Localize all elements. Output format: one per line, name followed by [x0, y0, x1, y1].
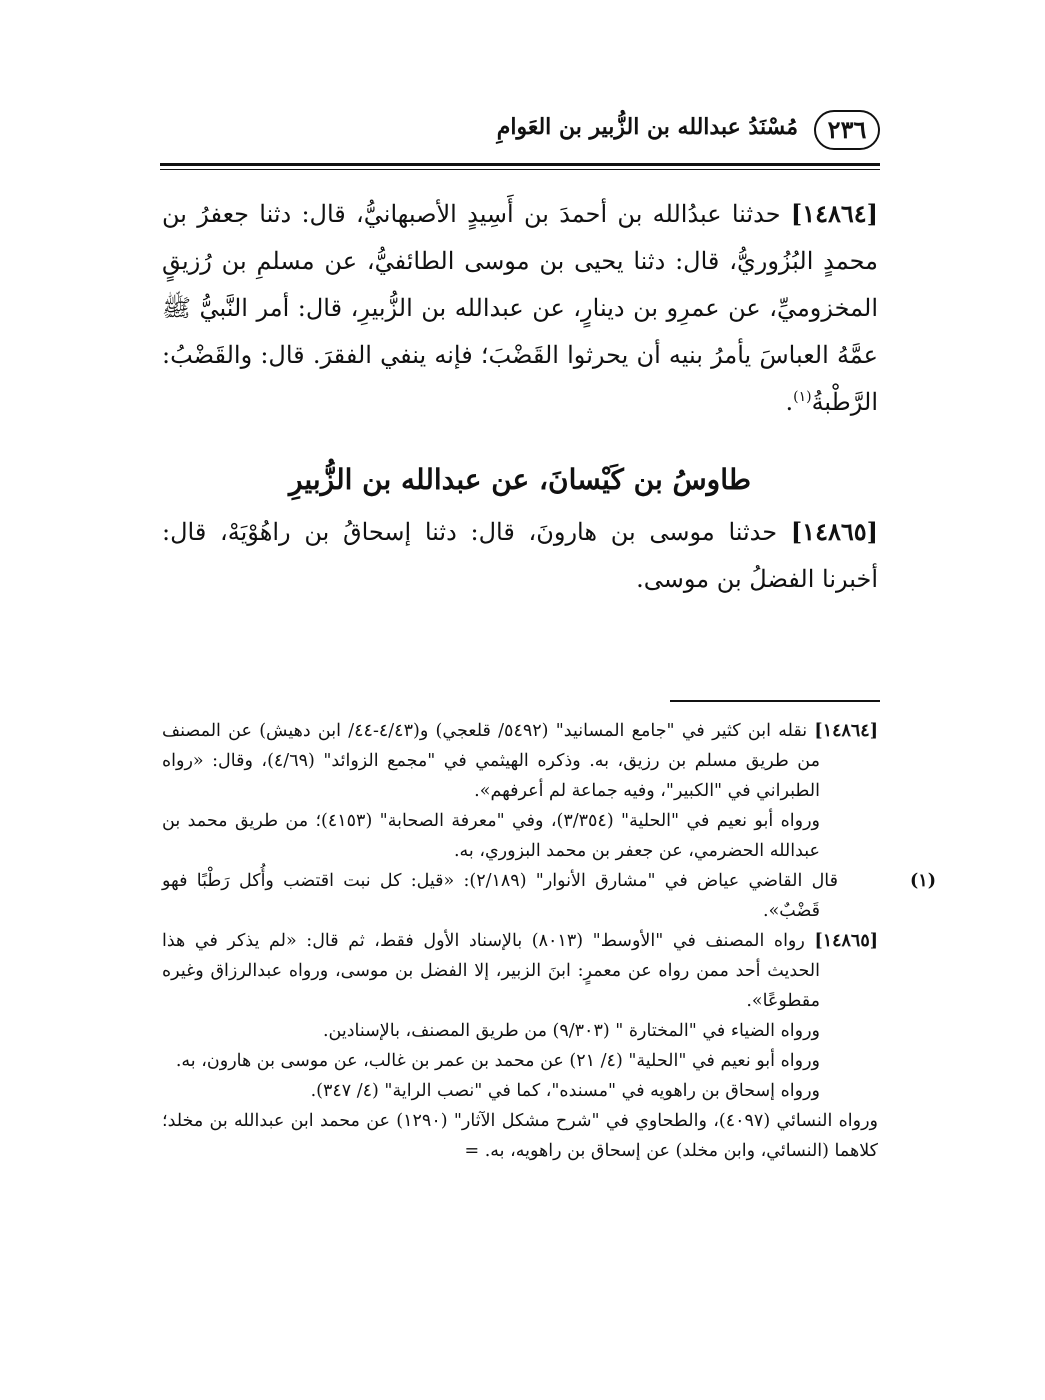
hadith-end: .	[785, 388, 794, 416]
footnote-separator	[670, 700, 880, 702]
footnote-number: [١٤٨٦٤]	[814, 721, 878, 741]
header-rule-thick	[160, 163, 880, 166]
footnote-mark: (١)	[793, 389, 812, 405]
footnote-14864	[162, 716, 878, 806]
hadith-text: حدثنا عبدُالله بن أحمدَ بن أَسِيدٍ الأصبهانيُّ، قال: دثنا جعفرُ بن محمدٍ البُزُوريُّ، قال: دثنا يحيى بن موسى الطائفيُّ، عن مسلمِ بن رُزيقٍ المخزوميِّ، عن عمرِو بن دينارٍ، عن عبدالله بن الزُّبيرِ، قال: أمر النَّبيُّ ﷺ عمَّهُ العباسَ يأمرُ بنيه أن يحرثوا القَضْبَ؛ فإنه ينفي الفقرَ. قال: والقَضْبُ: الرَّطْبةُ	[162, 200, 879, 416]
footnote-text: قال القاضي عياض في "مشارق الأنوار" (٢/١٨٩): «قيل: كل نبت اقتضب وأُكل رَطْبًا فهو قَضْبٌ».	[162, 871, 838, 921]
footnote-14864-continued: ورواه أبو نعيم في "الحلية" (٣/٣٥٤)، وفي "معرفة الصحابة" (٤١٥٣)؛ من طريق محمد بن عبدالله الحضرمي، عن جعفر بن محمد البزوري، به.	[162, 811, 820, 861]
footnote-1	[162, 866, 936, 926]
footnote-text: نقله ابن كثير في "جامع المسانيد" (٥٤٩٢/ قلعجي) و(٤/٤٣-٤٤/ ابن دهيش) عن المصنف من طريق مسلم بن رزيق، به. وذكره الهيثمي في "مجمع الزوائد" (٤/٦٩)، وقال: «رواه الطبراني في "الكبير"، وفيه جماعة لم أعرفهم».	[162, 721, 820, 801]
footnote-14865-line2: ورواه الضياء في "المختارة " (٩/٣٠٣) من طريق المصنف، بالإسنادين.	[322, 1021, 820, 1041]
main-text	[162, 190, 878, 603]
hadith-number: [١٤٨٦٤]	[790, 199, 878, 228]
footnotes	[162, 716, 936, 1166]
hadith-14864	[162, 190, 878, 426]
footnote-14865-line3: ورواه أبو نعيم في "الحلية" (٤/ ٢١) عن محمد بن عمر بن غالب، عن موسى بن هارون، به.	[175, 1051, 820, 1071]
footnote-14865-line5: ورواه النسائي (٤٠٩٧)، والطحاوي في "شرح مشكل الآثار" (١٢٩٠) عن محمد ابن عبدالله بن مخلد؛ كلاهما (النسائي، وابن مخلد) عن إسحاق بن راهويه، به. =	[162, 1111, 879, 1161]
page-number: ٢٣٦	[814, 110, 880, 150]
footnote-14865-line4: ورواه إسحاق بن راهويه في "مسنده"، كما في "نصب الراية" (٤/ ٣٤٧).	[310, 1081, 820, 1101]
hadith-text: حدثنا موسى بن هارونَ، قال: دثنا إسحاقُ بن راهُوْيَهْ، قال: أخبرنا الفضلُ بن موسى.	[162, 518, 878, 593]
section-title: طاوسُ بن كَيْسانَ، عن عبدالله بن الزُّبيرِ	[288, 463, 752, 496]
footnote-text: رواه المصنف في "الأوسط" (٨٠١٣) بالإسناد الأول فقط، ثم قال: «لم يذكر في هذا الحديث أحد ممن رواه عن معمرٍ: ابنَ الزبير، إلا الفضل بن موسى، ورواه عبدالرزاق وغيره مقطوعًا».	[162, 931, 820, 1011]
hadith-number: [١٤٨٦٥]	[790, 517, 878, 546]
page-header	[160, 110, 880, 154]
header-rule-thin	[160, 169, 880, 170]
footnote-number: [١٤٨٦٥]	[814, 931, 878, 951]
footnote-mark: (١)	[910, 871, 936, 891]
footnote-14865	[162, 926, 878, 1016]
hadith-14865	[162, 508, 878, 603]
running-title: مُسْنَدُ عبدالله بن الزُّبير بن العَوامِ	[496, 114, 798, 140]
